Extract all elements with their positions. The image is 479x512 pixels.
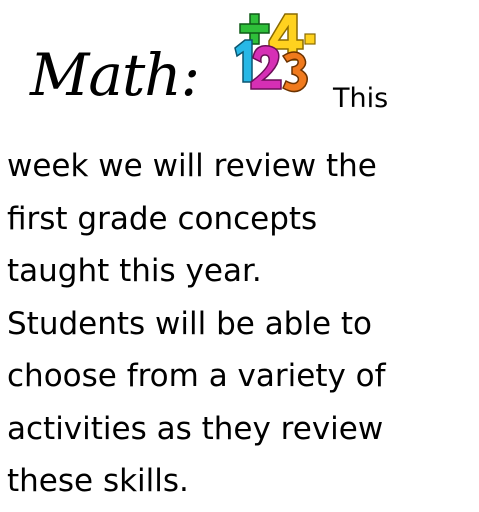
clipart-two-shape: [251, 46, 281, 89]
paragraph-first-line: This: [333, 83, 389, 114]
section-heading: Math:: [30, 41, 200, 109]
numbers-clipart-icon: [223, 10, 323, 100]
paragraph-line: taught this year.: [7, 253, 262, 289]
clipart-plus-shape: [240, 14, 269, 44]
clipart-three-shape: [283, 52, 307, 92]
clipart-accent-square: [305, 34, 315, 44]
paragraph-line: these skills.: [7, 463, 189, 499]
paragraph-body: [7, 140, 477, 508]
paragraph-line: week we will review the: [7, 148, 377, 184]
paragraph-line: first grade concepts: [7, 200, 318, 237]
paragraph-line: activities as they review: [7, 410, 384, 447]
paragraph-line: Students will be able to: [7, 305, 373, 342]
math-heading-row: [30, 10, 470, 120]
paragraph-line: choose from a variety of: [7, 358, 386, 394]
clipart-one-shape: [235, 40, 252, 82]
